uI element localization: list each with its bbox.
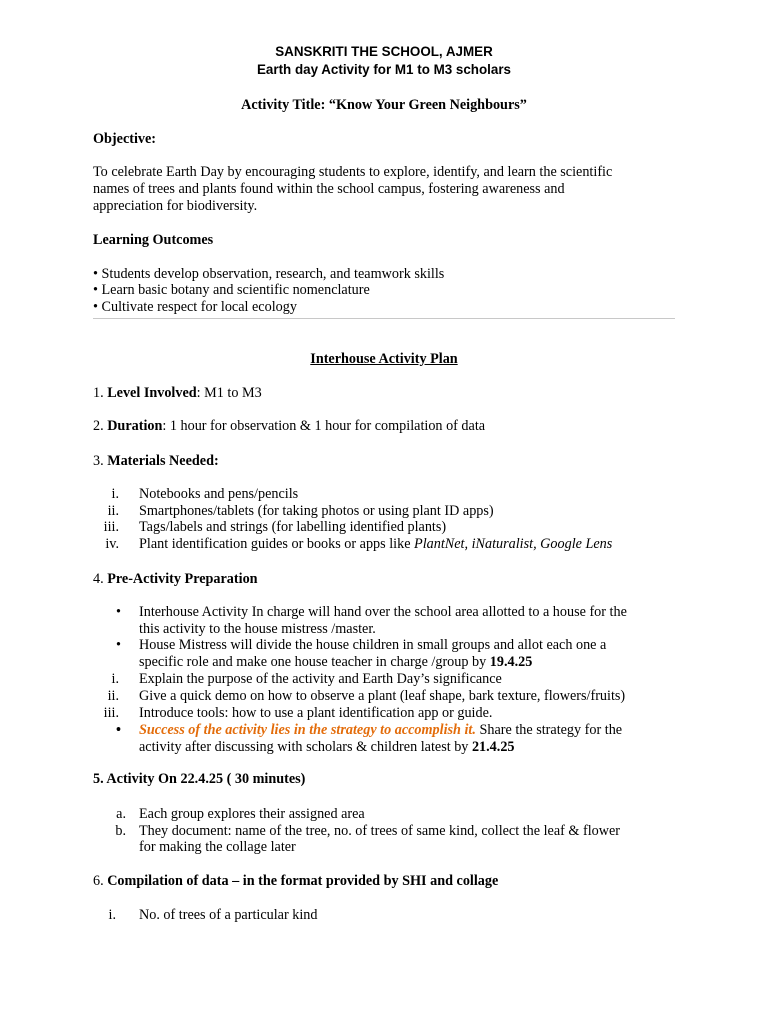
pre-activity-heading: 4. Pre-Activity Preparation bbox=[93, 571, 258, 587]
material-item: Smartphones/tablets (for taking photos or using plant ID apps) bbox=[139, 503, 494, 519]
material-item: Notebooks and pens/pencils bbox=[139, 486, 299, 502]
school-name: SANSKRITI THE SCHOOL, AJMER bbox=[275, 44, 493, 59]
strategy-line: activity after discussing with scholars & children latest by 21.4.25 bbox=[139, 739, 515, 755]
date-19-4-25: 19.4.25 bbox=[489, 654, 533, 670]
pre-activity-bullet-line: this activity to the house mistress /master. bbox=[139, 621, 376, 637]
strategy-line: Success of the activity lies in the strategy to accomplish it. Share the strategy for the bbox=[139, 722, 623, 738]
learning-outcome-item: • Students develop observation, research, and teamwork skills bbox=[93, 266, 445, 282]
objective-line: To celebrate Earth Day by encouraging students to explore, identify, and learn the scientific bbox=[93, 164, 613, 180]
list-marker: i. bbox=[111, 671, 119, 687]
document-subtitle: Earth day Activity for M1 to M3 scholars bbox=[257, 62, 511, 77]
learning-outcomes-heading: Learning Outcomes bbox=[93, 232, 214, 248]
activity-on-heading: 5. Activity On 22.4.25 ( 30 minutes) bbox=[93, 771, 306, 787]
level-involved: 1. Level Involved: M1 to M3 bbox=[93, 385, 262, 401]
activity-item: for making the collage later bbox=[139, 839, 296, 855]
activity-title-label: Activity Title bbox=[241, 97, 321, 113]
learning-outcome-item: • Cultivate respect for local ecology bbox=[93, 299, 297, 315]
list-marker: i. bbox=[108, 907, 116, 923]
pre-activity-bullet-line: House Mistress will divide the house children in small groups and allot each one a bbox=[139, 637, 607, 653]
duration: 2. Duration: 1 hour for observation & 1 hour for compilation of data bbox=[93, 418, 486, 434]
list-marker: ii. bbox=[107, 688, 119, 704]
activity-title bbox=[0, 97, 768, 114]
pre-activity-step: Explain the purpose of the activity and Earth Day’s significance bbox=[139, 671, 502, 687]
list-marker: iv. bbox=[105, 536, 119, 552]
list-marker: ii. bbox=[107, 503, 119, 519]
activity-item: Each group explores their assigned area bbox=[139, 806, 365, 822]
objective-heading: Objective: bbox=[93, 131, 157, 147]
activity-item: They document: name of the tree, no. of trees of same kind, collect the leaf & flower bbox=[139, 823, 621, 839]
plan-heading: Interhouse Activity Plan bbox=[310, 351, 458, 367]
objective-line: appreciation for biodiversity. bbox=[93, 198, 258, 214]
bullet-marker: • bbox=[116, 722, 121, 738]
emphasis-text: Success of the activity lies in the strategy to accomplish it. bbox=[139, 722, 476, 738]
material-item: Tags/labels and strings (for labelling identified plants) bbox=[139, 519, 447, 535]
compilation-heading: 6. Compilation of data – in the format provided by SHI and collage bbox=[93, 873, 499, 889]
list-marker: a. bbox=[116, 806, 126, 822]
pre-activity-bullet-line: specific role and make one house teacher in charge /group by 19.4.25 bbox=[139, 654, 533, 670]
list-marker: iii. bbox=[103, 705, 119, 721]
pre-activity-step: Give a quick demo on how to observe a plant (leaf shape, bark texture, flowers/fruits) bbox=[139, 688, 626, 704]
materials-heading: 3. Materials Needed: bbox=[93, 453, 219, 469]
date-21-4-25: 21.4.25 bbox=[471, 739, 515, 755]
list-marker: b. bbox=[115, 823, 126, 839]
pre-activity-bullet-line: Interhouse Activity In charge will hand over the school area allotted to a house for the bbox=[139, 604, 627, 620]
app-names: PlantNet, iNaturalist, Google Lens bbox=[414, 536, 613, 552]
learning-outcome-item: • Learn basic botany and scientific nomenclature bbox=[93, 282, 370, 298]
material-item: Plant identification guides or books or apps like PlantNet, iNaturalist, Google Lens bbox=[139, 536, 613, 552]
list-marker: iii. bbox=[103, 519, 119, 535]
horizontal-divider bbox=[93, 318, 675, 319]
bullet-marker: • bbox=[116, 637, 121, 653]
objective-line: names of trees and plants found within the school campus, fostering awareness and bbox=[93, 181, 565, 197]
pre-activity-step: Introduce tools: how to use a plant identification app or guide. bbox=[139, 705, 493, 721]
compilation-item: No. of trees of a particular kind bbox=[139, 907, 318, 923]
activity-title-value: : “Know Your Green Neighbours” bbox=[320, 97, 527, 113]
bullet-marker: • bbox=[116, 604, 121, 620]
list-marker: i. bbox=[111, 486, 119, 502]
